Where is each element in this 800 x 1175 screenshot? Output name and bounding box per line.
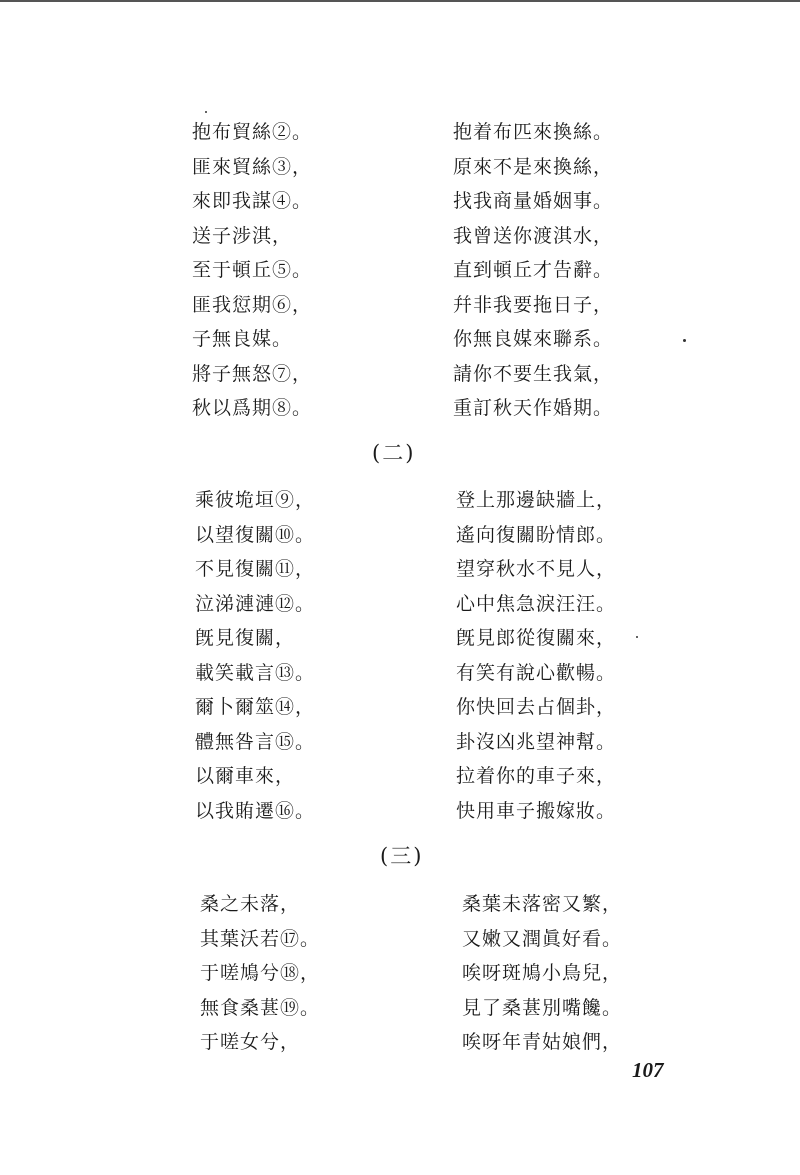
original-line: 旣見復關， (195, 627, 296, 649)
original-line: 桑之未落， (200, 893, 301, 915)
section-heading: (二) (372, 441, 416, 465)
translation-line: 直到頓丘才告辭。 (453, 259, 614, 281)
translation-line: 旣見郎從復關來， (456, 627, 617, 649)
original-line: 不見復關⑪， (195, 558, 316, 580)
original-line: 爾卜爾筮⑭， (195, 696, 316, 718)
original-line: 來即我謀④。 (192, 190, 313, 212)
translation-line: 幷非我要拖日子， (453, 293, 614, 316)
scan-speck (683, 339, 686, 342)
original-line: 匪我愆期⑥， (192, 293, 313, 316)
original-line: 抱布貿絲②。 (192, 121, 313, 143)
scan-speck (636, 636, 638, 638)
page-top-border (0, 0, 800, 2)
translation-column (462, 887, 622, 1060)
translation-line: 你快回去占個卦， (456, 696, 617, 718)
original-line: 體無咎言⑮。 (195, 730, 316, 753)
translation-line: 唉呀年青姑娘們， (462, 1031, 623, 1053)
translation-line: 心中焦急淚汪汪。 (456, 592, 617, 615)
translation-line: 原來不是來換絲， (453, 155, 614, 178)
scan-speck (205, 111, 207, 113)
original-line: 無食桑葚⑲。 (200, 996, 321, 1019)
translation-line: 拉着你的車子來， (456, 765, 617, 787)
page-number: 107 (632, 1058, 664, 1082)
translation-line: 請你不要生我氣， (453, 362, 614, 385)
original-line: 將子無怒⑦， (192, 362, 313, 385)
translation-line: 有笑有說心歡暢。 (456, 661, 617, 684)
translation-line: 望穿秋水不見人， (456, 558, 617, 580)
translation-line: 遙向復關盼情郎。 (456, 523, 617, 546)
original-line: 其葉沃若⑰。 (200, 927, 321, 950)
original-column (200, 887, 320, 1060)
translation-column (456, 483, 616, 828)
original-line: 匪來貿絲③， (192, 155, 313, 178)
translation-line: 找我商量婚姻事。 (453, 190, 614, 212)
translation-line: 桑葉未落密又繁， (462, 893, 623, 915)
original-line: 載笑載言⑬。 (195, 661, 316, 684)
original-column (192, 115, 312, 426)
translation-line: 重訂秋天作婚期。 (453, 397, 614, 419)
original-line: 以爾車來， (195, 765, 296, 787)
original-line: 于嗟鳩兮⑱， (200, 962, 321, 984)
original-column (195, 483, 315, 828)
translation-line: 快用車子搬嫁妝。 (456, 799, 617, 822)
original-line: 子無良媒。 (192, 328, 293, 350)
original-line: 泣涕漣漣⑫。 (195, 592, 316, 615)
original-line: 乘彼垝垣⑨， (195, 489, 316, 511)
original-line: 以望復關⑩。 (195, 523, 316, 546)
translation-line: 卦沒凶兆望神幫。 (456, 730, 617, 753)
translation-line: 抱着布匹來換絲。 (453, 121, 614, 143)
translation-column (453, 115, 613, 426)
original-line: 至于頓丘⑤。 (192, 259, 313, 281)
translation-line: 你無良媒來聯系。 (453, 328, 614, 350)
original-line: 以我賄遷⑯。 (195, 799, 316, 822)
translation-line: 我曾送你渡淇水， (453, 224, 614, 247)
translation-line: 見了桑葚別嘴饞。 (462, 996, 623, 1019)
translation-line: 又嫩又潤眞好看。 (462, 927, 623, 950)
original-line: 送子涉淇， (192, 224, 293, 247)
translation-line: 登上那邊缺牆上， (456, 489, 617, 511)
section-heading: (三) (380, 844, 424, 868)
original-line: 于嗟女兮， (200, 1031, 301, 1053)
translation-line: 唉呀斑鳩小鳥兒， (462, 962, 623, 984)
original-line: 秋以爲期⑧。 (192, 397, 313, 419)
